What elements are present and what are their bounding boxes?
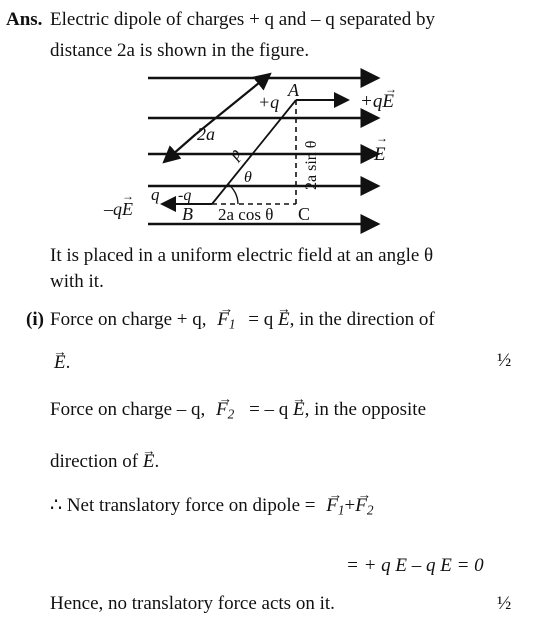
vector-arrow-minus-qe: → xyxy=(122,189,134,203)
direction-end: . xyxy=(154,451,160,472)
label-point-b: B xyxy=(182,204,193,224)
intro-line-2: distance 2a is shown in the figure. xyxy=(50,40,310,61)
e-symbol: → E xyxy=(293,400,305,419)
force-minus-line xyxy=(50,400,426,421)
force-plus-tail: , in the direction of xyxy=(289,309,435,330)
net-result: = + q E – q E = 0 xyxy=(346,555,484,576)
label-plus-qe: +qE xyxy=(360,91,394,112)
force-plus-line xyxy=(50,310,435,331)
force-plus-text: Force on charge + q, xyxy=(50,309,207,330)
e-symbol: → E xyxy=(278,310,290,329)
placed-line-1: It is placed in a uniform electric field at an angle θ xyxy=(50,245,434,266)
direction-of-text: direction of xyxy=(50,451,139,472)
label-2a: 2a xyxy=(197,124,215,144)
label-e: E xyxy=(374,144,386,165)
answer-label: Ans. xyxy=(6,9,43,30)
label-q: q xyxy=(151,185,160,204)
direction-of-line xyxy=(50,452,159,471)
force-minus-eq: = – q xyxy=(249,399,289,420)
vector-arrow-qe: → xyxy=(385,82,397,96)
f2-symbol: → $F_2$ xyxy=(216,400,234,421)
label-theta: θ xyxy=(244,169,252,186)
label-2a-cos: 2a cos θ xyxy=(218,205,274,224)
f1-symbol: → $F_1$ xyxy=(217,310,235,331)
net-force-line: ∴ Net translatory force on dipole = → $F_1+\to F_2$ xyxy=(50,496,374,517)
e-symbol: → E xyxy=(54,353,66,372)
force-plus-eq: = q xyxy=(248,309,274,330)
part-i-label: (i) xyxy=(26,309,44,330)
half-mark: ½ xyxy=(497,350,512,371)
label-2a-sin: 2a sin θ xyxy=(303,140,320,190)
force-minus-tail: , in the opposite xyxy=(304,399,427,420)
net-force-text: ∴ Net translatory force on dipole = xyxy=(50,495,316,516)
label-minus-qe: –qE xyxy=(104,199,133,219)
f2-symbol: → $F_2$ xyxy=(355,496,373,517)
force-minus-text: Force on charge – q, xyxy=(50,399,206,420)
placed-line-2: with it. xyxy=(50,271,104,292)
direction-e-line xyxy=(54,353,70,372)
length-arrow-down xyxy=(164,134,196,162)
label-point-a: A xyxy=(288,80,299,100)
half-mark: ½ xyxy=(497,593,512,614)
label-point-c: C xyxy=(298,204,311,224)
label-plus-q: +q xyxy=(258,92,280,112)
label-p: p xyxy=(224,144,245,163)
direction-end: . xyxy=(65,352,71,373)
intro-line-1: Electric dipole of charges + q and – q separated by xyxy=(50,9,435,30)
hence-line: Hence, no translatory force acts on it. xyxy=(50,593,335,614)
vector-arrow-e: → xyxy=(376,131,388,145)
dipole-figure xyxy=(0,62,534,242)
e-symbol: → E xyxy=(143,452,155,471)
f1-symbol: → $F_1$ xyxy=(326,496,344,517)
label-minus-q: -q xyxy=(178,187,192,204)
